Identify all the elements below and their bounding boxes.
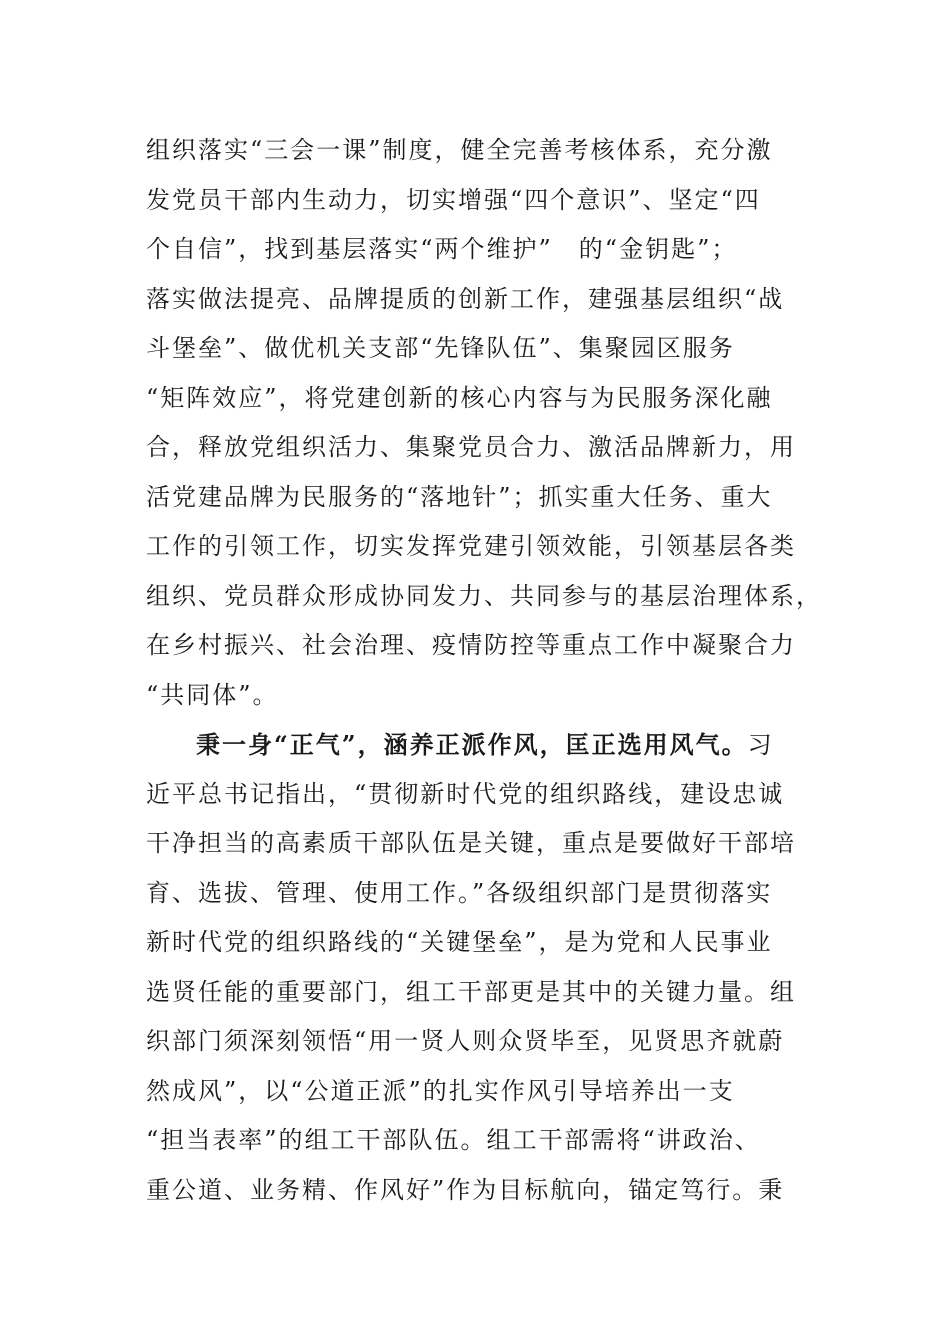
paragraph-line: 在乡村振兴、社会治理、疫情防控等重点工作中凝聚合力 (146, 631, 796, 659)
paragraph-line: 选贤任能的重要部门，组工干部更是其中的关键力量。组 (146, 977, 796, 1006)
paragraph-heading-line (146, 720, 806, 770)
paragraph-line: 工作的引领工作，切实发挥党建引领效能，引领基层各类 (146, 532, 796, 560)
paragraph-line: “共同体”。 (146, 680, 279, 709)
paragraph-line: 新时代党的组织路线的“关键堡垒”，是为党和人民事业 (146, 928, 773, 956)
paragraph-line: 斗堡垒”、做优机关支部“先锋队伍”、集聚园区服务 (146, 334, 735, 362)
paragraph-line: 育、选拔、管理、使用工作。”各级组织部门是贯彻落实 (146, 878, 773, 907)
paragraph-heading: 秉一身“正气”，涵养正派作风，匡正选用风气。 (196, 730, 748, 759)
paragraph-line: 个自信”，找到基层落实“两个维护” 的“金钥匙”； (146, 235, 738, 263)
paragraph-line: 近平总书记指出，“贯彻新时代党的组织路线，建设忠诚 (146, 779, 785, 808)
paragraph-line: 组织、党员群众形成协同发力、共同参与的基层治理体系， (146, 581, 822, 610)
paragraph-line: 干净担当的高素质干部队伍是关键，重点是要做好干部培 (146, 829, 796, 857)
paragraph-line: 组织落实“三会一课”制度，健全完善考核体系，充分激 (146, 136, 773, 164)
paragraph-line: 合，释放党组织活力、集聚党员合力、激活品牌新力，用 (146, 433, 796, 461)
paragraph-line: 活党建品牌为民服务的“落地针”；抓实重大任务、重大 (146, 482, 773, 511)
paragraph-line: 然成风”，以“公道正派”的扎实作风引导培养出一支 (146, 1076, 735, 1105)
paragraph-line: “矩阵效应”，将党建创新的核心内容与为民服务深化融 (146, 383, 773, 412)
paragraph-line: 重公道、业务精、作风好”作为目标航向，锚定笃行。秉 (146, 1175, 785, 1204)
paragraph-line: 落实做法提亮、品牌提质的创新工作，建强基层组织“战 (146, 284, 785, 313)
paragraph-line: 织部门须深刻领悟“用一贤人则众贤毕至，见贤思齐就蔚 (146, 1027, 785, 1055)
paragraph-heading-tail: 习 (747, 731, 774, 759)
document-body (146, 126, 822, 1215)
paragraph-line: “担当表率”的组工干部队伍。组工干部需将“讲政治、 (146, 1126, 761, 1154)
paragraph-line: 发党员干部内生动力，切实增强“四个意识”、坚定“四 (146, 185, 761, 214)
